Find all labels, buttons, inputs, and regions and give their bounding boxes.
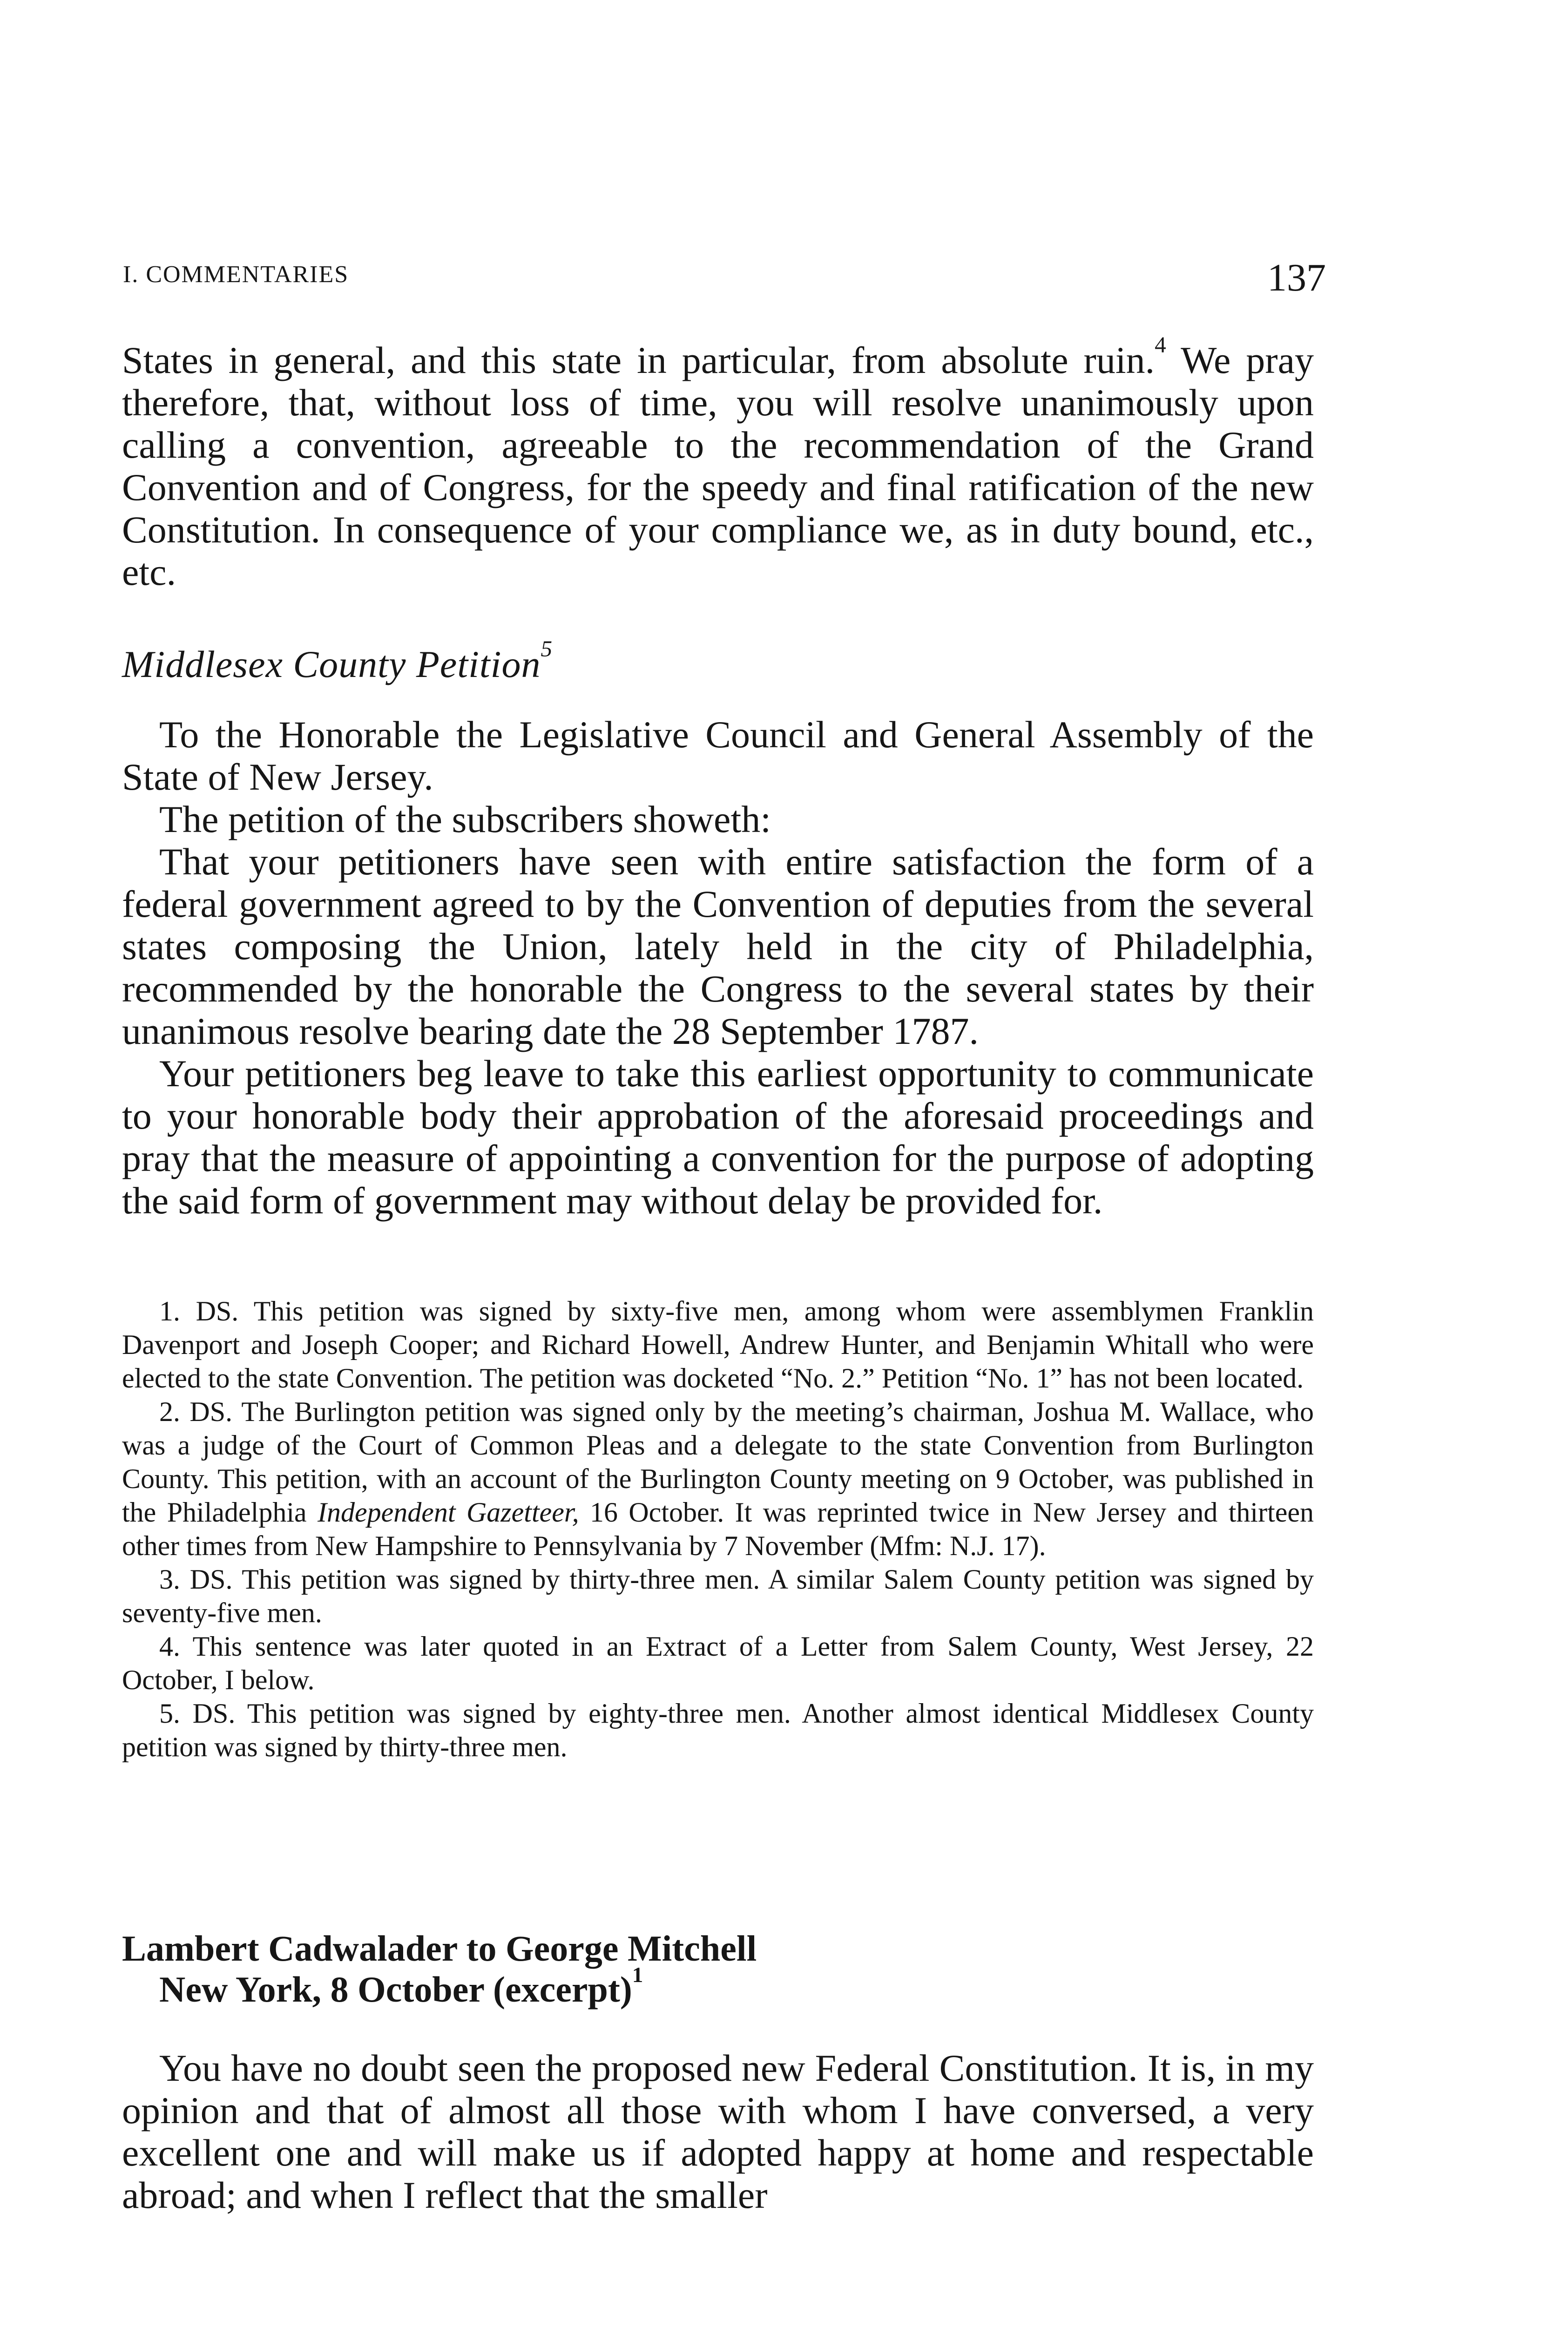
opening-paragraph-text: States in general, and this state in particular, from absolute ruin.: [122, 339, 1155, 381]
petition-paragraph: Your petitioners beg leave to take this earliest opportunity to communicate to your honorable body their approbation of the aforesaid proceedings and pray that the measure of appointing a convention for the purpose of adopting the said form of government may without delay be provided for.: [122, 1052, 1314, 1222]
footnote-ref-1[interactable]: 1: [632, 1963, 643, 1987]
newspaper-title: Independent Gazetteer,: [318, 1497, 579, 1528]
document-subheading: [159, 1963, 643, 2010]
opening-paragraph-continued: We pray therefore, that, without loss of time, you will resolve unanimously upon calling a convention, agreeable to the recommendation of the Grand Convention and of Congress, for the speedy and final ratification of the new Constitution. In consequence of your compliance we, as in duty bound, etc., etc.: [122, 339, 1314, 593]
page-number: 137: [1267, 256, 1326, 299]
footnote-ref-4[interactable]: 4: [1155, 332, 1166, 358]
petition-title: [122, 636, 553, 686]
footnote-ref-5[interactable]: 5: [541, 636, 553, 662]
footnote-5: 5. DS. This petition was signed by eighty-three men. Another almost identical Middlesex County petition was signed by thirty-three men.: [122, 1698, 1314, 1762]
petition-preamble: The petition of the subscribers showeth:: [159, 798, 771, 840]
running-head: I. COMMENTARIES: [123, 261, 349, 288]
opening-paragraph: [122, 332, 1314, 593]
document-subheading-text: New York, 8 October (excerpt): [159, 1969, 632, 2010]
petition-body: [122, 713, 1314, 1222]
footnote-3: 3. DS. This petition was signed by thirty-three men. A similar Salem County petition was signed by seventy-five men.: [122, 1564, 1314, 1628]
document-heading: Lambert Cadwalader to George Mitchell: [122, 1928, 757, 1969]
letter-paragraph: You have no doubt seen the proposed new Federal Constitution. It is, in my opinion and that of almost all those with whom I have conversed, a very excellent one and will make us if adopted happy at home and respectable abroad; and when I reflect that the smaller: [122, 2047, 1314, 2216]
petition-address: To the Honorable the Legislative Council and General Assembly of the State of New Jersey.: [122, 713, 1314, 798]
petition-title-text: Middlesex County Petition: [122, 643, 541, 685]
letter-body: [122, 2047, 1314, 2216]
footnote-1: 1. DS. This petition was signed by sixty-five men, among whom were assemblymen Franklin Davenport and Joseph Cooper; and Richard Howell, Andrew Hunter, and Benjamin Whitall who were elected to the state Convention. The petition was docketed “No. 2.” Petition “No. 1” has not been located.: [122, 1296, 1314, 1394]
footnote-2: [122, 1395, 1314, 1563]
footnote-2-text: 2. DS. The Burlington petition was signed only by the meeting’s chairman, Joshua M. Wallace, who was a judge of the Court of Common Pleas and a delegate to the state Convention from Burlington County. This petition, with an account of the Burlington County meeting on 9 October, was published in the Philadelphia: [122, 1396, 1314, 1528]
footnotes: [122, 1294, 1314, 1764]
footnote-4: 4. This sentence was later quoted in an Extract of a Letter from Salem County, West Jersey, 22 October, I below.: [122, 1631, 1314, 1695]
footnote-2-text-end: 16 October. It was reprinted twice in New Jersey and thirteen other times from New Hampshire to Pennsylvania by 7 November (Mfm: N.J. 17).: [122, 1497, 1314, 1561]
petition-paragraph: That your petitioners have seen with entire satisfaction the form of a federal government agreed to by the Convention of deputies from the several states composing the Union, lately held in the city of Philadelphia, recommended by the honorable the Congress to the several states by their unanimous resolve bearing date the 28 September 1787.: [122, 840, 1314, 1052]
opening-text: [122, 332, 1314, 593]
